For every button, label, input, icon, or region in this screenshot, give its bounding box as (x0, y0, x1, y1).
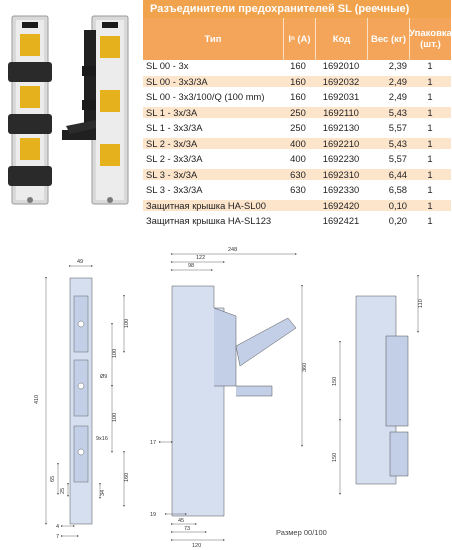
cell-type: SL 3 - 3x/3A (146, 168, 198, 180)
cell-current: 250 (290, 106, 306, 118)
back-view (340, 276, 418, 494)
dim-front-1: 49 (77, 259, 84, 265)
table-header (143, 18, 451, 60)
cell-pack: 1 (427, 60, 433, 71)
cell-pack: 1 (427, 215, 433, 226)
table-row (143, 122, 451, 133)
cell-type: Защитная крышка HA-SL123 (146, 215, 272, 226)
cell-current (283, 215, 313, 226)
cell-weight: 5,43 (388, 137, 407, 149)
cell-code: 1692420 (322, 199, 360, 211)
cell-code: 1692010 (322, 60, 360, 71)
cell-weight: 5,57 (388, 122, 407, 133)
drawing-caption: Размер 00/100 (276, 528, 327, 537)
cell-weight: 6,44 (388, 168, 407, 180)
header-type: Тип (204, 33, 222, 45)
cell-type: SL 00 - 3x3/100/Q (100 mm) (146, 91, 265, 102)
cell-type: SL 1 - 3x3/3A (146, 122, 203, 133)
table-row (143, 169, 451, 180)
dim-front-8: 9x16 (96, 436, 108, 442)
table-row (143, 215, 451, 226)
table-title: Разъединители предохранителей SL (реечные) (143, 0, 451, 18)
dim-side-4: 360 (302, 362, 308, 372)
cell-type: Защитная крышка HA-SL00 (146, 199, 266, 211)
dim-side-6: 19 (150, 512, 157, 518)
cell-current: 630 (290, 168, 306, 180)
technical-drawing (0, 236, 452, 550)
dim-back-2: 150 (332, 376, 338, 386)
cell-pack: 1 (427, 184, 433, 195)
dim-back-1: 110 (418, 299, 424, 308)
cell-pack: 1 (427, 75, 433, 87)
dim-front-3: 100 (112, 348, 118, 358)
dim-side-1: 248 (228, 247, 238, 253)
table-row (143, 91, 451, 102)
table-row (143, 76, 451, 87)
cell-weight: 2,39 (388, 60, 407, 71)
dim-front-11: 34 (100, 489, 106, 496)
cell-current: 400 (290, 137, 306, 149)
dim-back-3: 150 (332, 452, 338, 462)
dim-front-10: 25 (60, 487, 66, 494)
dim-side-9: 120 (192, 543, 202, 549)
header-pack: Упаковка (шт.) (409, 18, 451, 60)
cell-code: 1692421 (322, 215, 360, 226)
cell-pack: 1 (427, 168, 433, 180)
cell-type: SL 3 - 3x3/3A (146, 184, 203, 195)
cell-current: 400 (290, 153, 306, 164)
cell-current: 160 (290, 75, 306, 87)
dim-front-2: 410 (34, 394, 40, 404)
dim-front-12: 4 (56, 524, 60, 530)
header-weight: Вес (кг) (367, 18, 409, 60)
dim-side-2: 122 (196, 255, 206, 261)
cell-weight: 5,57 (388, 153, 407, 164)
cell-type: SL 1 - 3x/3A (146, 106, 198, 118)
table-row (143, 107, 451, 118)
cell-code: 1692210 (322, 137, 360, 149)
cell-pack: 1 (427, 199, 433, 211)
disconnector-closed-image (8, 16, 52, 204)
dim-front-13: 7 (56, 534, 60, 540)
cell-current: 630 (290, 184, 306, 195)
cell-current: 160 (290, 91, 306, 102)
cell-code: 1692110 (323, 106, 359, 118)
cell-weight: 0,20 (388, 215, 407, 226)
table-row (143, 153, 451, 164)
front-view (46, 266, 124, 536)
dim-front-4: 100 (112, 412, 118, 422)
cell-pack: 1 (427, 106, 433, 118)
dim-side-7: 45 (178, 518, 185, 524)
cell-code: 1692031 (322, 91, 360, 102)
dim-side-3: 98 (188, 263, 195, 269)
dim-front-7: Ø9 (100, 374, 108, 380)
cell-current: 250 (290, 122, 306, 133)
cell-pack: 1 (427, 153, 433, 164)
cell-current (283, 200, 313, 211)
cell-weight: 2,49 (388, 91, 407, 102)
dim-front-9: 65 (50, 475, 56, 482)
cell-pack: 1 (427, 122, 433, 133)
cell-pack: 1 (427, 137, 433, 149)
cell-weight: 5,43 (388, 106, 407, 118)
cell-type: SL 2 - 3x/3A (146, 137, 198, 149)
side-view (160, 254, 302, 540)
cell-current: 160 (290, 60, 306, 71)
cell-pack: 1 (427, 91, 433, 102)
dim-side-5: 17 (150, 440, 157, 446)
cell-weight: 0,10 (388, 199, 407, 211)
dim-front-6: 160 (124, 472, 130, 482)
table-row (143, 200, 451, 211)
cell-code: 1692330 (322, 184, 360, 195)
header-code: Код (315, 18, 367, 60)
dim-side-8: 73 (184, 526, 191, 532)
cell-weight: 2,49 (388, 75, 407, 87)
cell-type: SL 2 - 3x3/3A (146, 153, 203, 164)
cell-code: 1692310 (322, 168, 360, 180)
product-photo (0, 0, 143, 236)
cell-weight: 6,58 (388, 184, 407, 195)
cell-code: 1692230 (322, 153, 360, 164)
cell-type: SL 00 - 3x3/3A (146, 75, 208, 87)
table-row (143, 184, 451, 195)
header-current: I n (A) (283, 18, 315, 60)
table-row (143, 138, 451, 149)
cell-code: 1692130 (322, 122, 360, 133)
cell-type: SL 00 - 3x (146, 60, 189, 71)
cell-code: 1692032 (322, 75, 360, 87)
table-row (143, 60, 451, 71)
dim-front-5: 100 (124, 318, 130, 328)
